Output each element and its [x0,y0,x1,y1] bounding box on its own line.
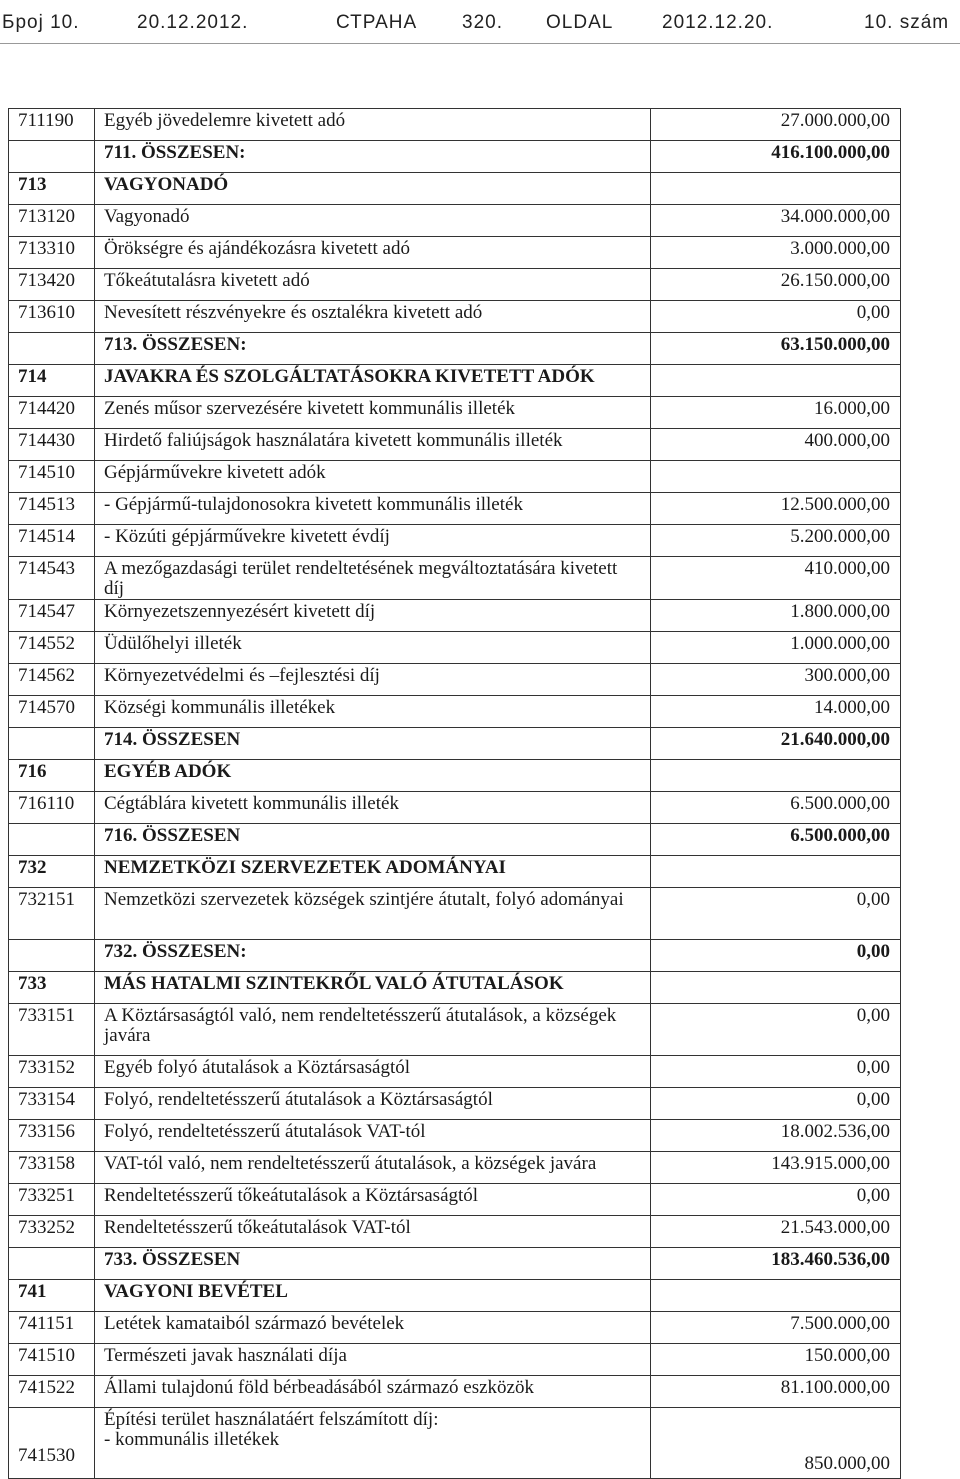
amount [651,856,901,888]
account-code: 741522 [9,1376,95,1408]
item-description: Építési terület használatáért felszámított díj: - kommunális illetékek [95,1408,651,1479]
table-row [9,632,901,664]
table-row [9,1376,901,1408]
amount: 183.460.536,00 [651,1248,901,1280]
table-row [9,1004,901,1056]
table-row [9,1152,901,1184]
account-code: 713420 [9,269,95,301]
item-description: Egyéb folyó átutalások a Köztársaságtól [95,1056,651,1088]
date-sr: 20.12.2012. [137,12,249,33]
item-description: Letétek kamataiból származó bevételek [95,1312,651,1344]
table-row [9,600,901,632]
amount: 410.000,00 [651,557,901,600]
account-code: 741151 [9,1312,95,1344]
item-description: Rendeltetésszerű tőkeátutalások VAT-tól [95,1216,651,1248]
amount: 0,00 [651,1088,901,1120]
account-code: 714430 [9,429,95,461]
account-code [9,141,95,173]
amount: 0,00 [651,940,901,972]
account-code: 714547 [9,600,95,632]
item-description: 713. ÖSSZESEN: [95,333,651,365]
account-code [9,1248,95,1280]
table-row [9,429,901,461]
header-divider [0,43,960,44]
account-code: 713 [9,173,95,205]
account-code: 714 [9,365,95,397]
item-description: Rendeltetésszerű tőkeátutalások a Köztársaságtól [95,1184,651,1216]
account-code: 733252 [9,1216,95,1248]
amount: 0,00 [651,1056,901,1088]
account-code: 713120 [9,205,95,237]
account-code: 741510 [9,1344,95,1376]
table-row [9,1312,901,1344]
total-row [9,333,901,365]
table-row [9,1216,901,1248]
total-row [9,141,901,173]
amount: 300.000,00 [651,664,901,696]
item-description: VAGYONI BEVÉTEL [95,1280,651,1312]
account-code: 714543 [9,557,95,600]
amount: 34.000.000,00 [651,205,901,237]
amount [651,760,901,792]
item-description: Cégtáblára kivetett kommunális illeték [95,792,651,824]
amount [651,365,901,397]
item-description: Környezetvédelmi és –fejlesztési díj [95,664,651,696]
amount: 14.000,00 [651,696,901,728]
page-label-hu: OLDAL [546,12,614,33]
amount: 416.100.000,00 [651,141,901,173]
section-header-row [9,173,901,205]
amount: 27.000.000,00 [651,109,901,141]
account-code: 733251 [9,1184,95,1216]
account-code [9,940,95,972]
account-code: 714552 [9,632,95,664]
issue-number-sr: Број 10. [2,12,80,33]
item-description: NEMZETKÖZI SZERVEZETEK ADOMÁNYAI [95,856,651,888]
item-description: 714. ÖSSZESEN [95,728,651,760]
table-row [9,1120,901,1152]
amount: 0,00 [651,888,901,940]
item-description: Környezetszennyezésért kivetett díj [95,600,651,632]
item-description: 733. ÖSSZESEN [95,1248,651,1280]
item-description: VAGYONADÓ [95,173,651,205]
amount: 1.800.000,00 [651,600,901,632]
section-header-row [9,972,901,1004]
table-row [9,792,901,824]
item-description: Tőkeátutalásra kivetett adó [95,269,651,301]
account-code: 711190 [9,109,95,141]
item-description: 732. ÖSSZESEN: [95,940,651,972]
item-description: Nevesített részvényekre és osztalékra kivetett adó [95,301,651,333]
total-row [9,1248,901,1280]
table-row [9,557,901,600]
account-code: 716 [9,760,95,792]
item-description: - Közúti gépjárművekre kivetett évdíj [95,525,651,557]
table-row [9,461,901,493]
budget-table [8,108,901,1479]
amount: 16.000,00 [651,397,901,429]
total-row [9,824,901,856]
account-code: 714513 [9,493,95,525]
account-code: 733152 [9,1056,95,1088]
item-description: A mezőgazdasági terület rendeltetésének megváltoztatására kivetett díj [95,557,651,600]
amount: 18.002.536,00 [651,1120,901,1152]
account-code: 733151 [9,1004,95,1056]
item-description: A Köztársaságtól való, nem rendeltetésszerű átutalások, a községek javára [95,1004,651,1056]
item-description: Folyó, rendeltetésszerű átutalások VAT-tól [95,1120,651,1152]
amount [651,1280,901,1312]
amount: 6.500.000,00 [651,824,901,856]
table-row [9,1344,901,1376]
item-description: - Gépjármű-tulajdonosokra kivetett kommunális illeték [95,493,651,525]
amount: 26.150.000,00 [651,269,901,301]
amount: 0,00 [651,301,901,333]
item-description: MÁS HATALMI SZINTEKRŐL VALÓ ÁTUTALÁSOK [95,972,651,1004]
amount: 5.200.000,00 [651,525,901,557]
table-row [9,1184,901,1216]
item-description: Egyéb jövedelemre kivetett adó [95,109,651,141]
item-description: Zenés műsor szervezésére kivetett kommunális illeték [95,397,651,429]
account-code [9,728,95,760]
amount: 850.000,00 [651,1408,901,1479]
account-code [9,824,95,856]
item-description: Természeti javak használati díja [95,1344,651,1376]
budget-table-body [9,109,901,1479]
account-code: 714562 [9,664,95,696]
table-row [9,888,901,940]
account-code: 713310 [9,237,95,269]
table-row [9,1408,901,1479]
item-description: Gépjárművekre kivetett adók [95,461,651,493]
total-row [9,940,901,972]
amount [651,461,901,493]
amount [651,972,901,1004]
table-row [9,696,901,728]
item-description: 716. ÖSSZESEN [95,824,651,856]
amount [651,173,901,205]
amount: 7.500.000,00 [651,1312,901,1344]
account-code: 741 [9,1280,95,1312]
section-header-row [9,760,901,792]
issue-number-hu: 10. szám [864,12,950,33]
account-code: 714570 [9,696,95,728]
item-description: 711. ÖSSZESEN: [95,141,651,173]
item-description: Folyó, rendeltetésszerű átutalások a Köztársaságtól [95,1088,651,1120]
account-code: 732151 [9,888,95,940]
amount: 0,00 [651,1004,901,1056]
item-description: Üdülőhelyi illeték [95,632,651,664]
amount: 1.000.000,00 [651,632,901,664]
table-row [9,301,901,333]
item-description: VAT-tól való, nem rendeltetésszerű átutalások, a községek javára [95,1152,651,1184]
account-code: 713610 [9,301,95,333]
account-code: 714420 [9,397,95,429]
account-code: 733154 [9,1088,95,1120]
item-description: Nemzetközi szervezetek községek szintjére átutalt, folyó adományai [95,888,651,940]
table-row [9,397,901,429]
page-label-sr: СТРАНА [336,12,418,33]
amount: 63.150.000,00 [651,333,901,365]
account-code: 733156 [9,1120,95,1152]
item-description: JAVAKRA ÉS SZOLGÁLTATÁSOKRA KIVETETT ADÓK [95,365,651,397]
account-code: 732 [9,856,95,888]
table-row [9,205,901,237]
table-row [9,525,901,557]
item-description: EGYÉB ADÓK [95,760,651,792]
amount: 0,00 [651,1184,901,1216]
section-header-row [9,365,901,397]
account-code: 714514 [9,525,95,557]
item-description: Községi kommunális illetékek [95,696,651,728]
account-code: 733 [9,972,95,1004]
account-code: 714510 [9,461,95,493]
item-description: Hirdető faliújságok használatára kivetett kommunális illeték [95,429,651,461]
table-row [9,1056,901,1088]
account-code: 716110 [9,792,95,824]
amount: 3.000.000,00 [651,237,901,269]
amount: 400.000,00 [651,429,901,461]
item-description: Állami tulajdonú föld bérbeadásából származó eszközök [95,1376,651,1408]
item-description: Vagyonadó [95,205,651,237]
account-code [9,333,95,365]
table-row [9,269,901,301]
amount: 143.915.000,00 [651,1152,901,1184]
page-number: 320. [462,12,503,33]
table-row [9,109,901,141]
page-header [0,12,960,36]
table-row [9,664,901,696]
total-row [9,728,901,760]
amount: 6.500.000,00 [651,792,901,824]
item-description: Örökségre és ajándékozásra kivetett adó [95,237,651,269]
amount: 81.100.000,00 [651,1376,901,1408]
amount: 21.543.000,00 [651,1216,901,1248]
table-row [9,493,901,525]
amount: 150.000,00 [651,1344,901,1376]
amount: 21.640.000,00 [651,728,901,760]
account-code: 733158 [9,1152,95,1184]
table-row [9,237,901,269]
section-header-row [9,856,901,888]
date-hu: 2012.12.20. [662,12,774,33]
section-header-row [9,1280,901,1312]
table-row [9,1088,901,1120]
account-code: 741530 [9,1408,95,1479]
amount: 12.500.000,00 [651,493,901,525]
